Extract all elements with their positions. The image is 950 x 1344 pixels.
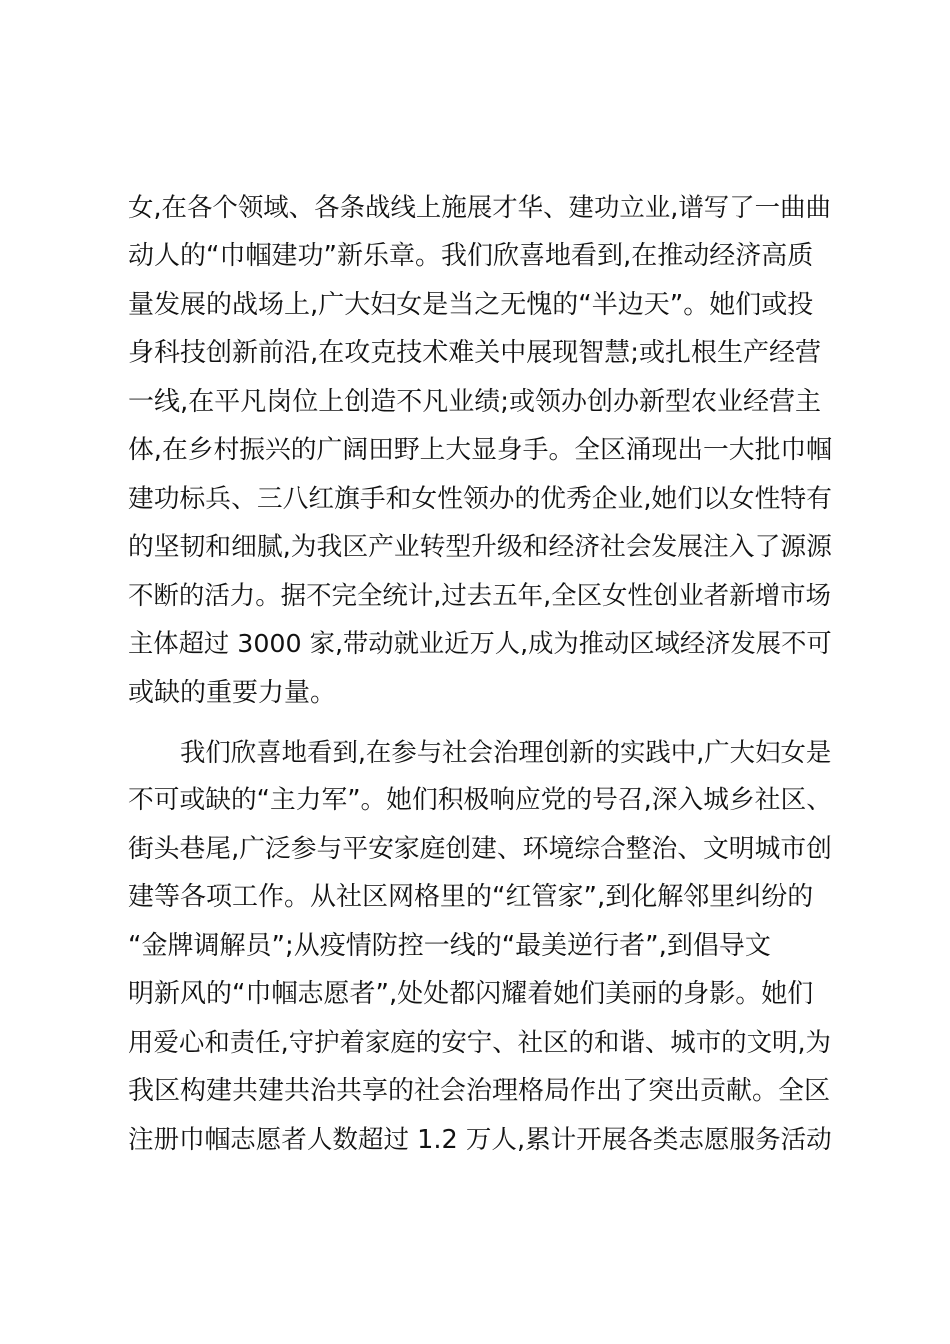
text-line: 主体超过 3000 家,带动就业近万人,成为推动区域经济发展不可 bbox=[128, 629, 832, 658]
text-line: 建功标兵、三八红旗手和女性领办的优秀企业,她们以女性特有 bbox=[128, 484, 832, 514]
text-line: 注册巾帼志愿者人数超过 1.2 万人,累计开展各类志愿服务活动 bbox=[128, 1125, 832, 1155]
text-line: “金牌调解员”;从疫情防控一线的“最美逆行者”,到倡导文 bbox=[128, 931, 771, 961]
text-line: 用爱心和责任,守护着家庭的安宁、社区的和谐、城市的文明,为 bbox=[128, 1028, 831, 1058]
text-line: 身科技创新前沿,在攻克技术难关中展现智慧;或扎根生产经营 bbox=[128, 338, 822, 368]
text-line: 动人的“巾帼建功”新乐章。我们欣喜地看到,在推动经济高质 bbox=[128, 241, 814, 271]
text-line: 明新风的“巾帼志愿者”,处处都闪耀着她们美丽的身影。她们 bbox=[128, 979, 814, 1009]
text-line: 女,在各个领域、各条战线上施展才华、建功立业,谱写了一曲曲 bbox=[128, 193, 831, 223]
paragraph-first-line: 我们欣喜地看到,在参与社会治理创新的实践中,广大妇女是 bbox=[180, 737, 832, 767]
text-line: 不可或缺的“主力军”。她们积极响应党的号召,深入城乡社区、 bbox=[128, 785, 832, 815]
text-line: 街头巷尾,广泛参与平安家庭创建、环境综合整治、文明城市创 bbox=[128, 834, 832, 864]
text-line: 不断的活力。据不完全统计,过去五年,全区女性创业者新增市场 bbox=[128, 581, 831, 611]
text-line: 的坚韧和细腻,为我区产业转型升级和经济社会发展注入了源源 bbox=[128, 532, 832, 562]
text-line: 一线,在平凡岗位上创造不凡业绩;或领办创办新型农业经营主 bbox=[128, 387, 822, 417]
text-line: 我区构建共建共治共享的社会治理格局作出了突出贡献。全区 bbox=[128, 1076, 831, 1106]
text-line: 体,在乡村振兴的广阔田野上大显身手。全区涌现出一大批巾帼 bbox=[128, 435, 832, 465]
text-line: 建等各项工作。从社区网格里的“红管家”,到化解邻里纠纷的 bbox=[128, 882, 814, 912]
text-line: 或缺的重要力量。 bbox=[128, 678, 337, 708]
text-line: 量发展的战场上,广大妇女是当之无愧的“半边天”。她们或投 bbox=[128, 290, 814, 320]
